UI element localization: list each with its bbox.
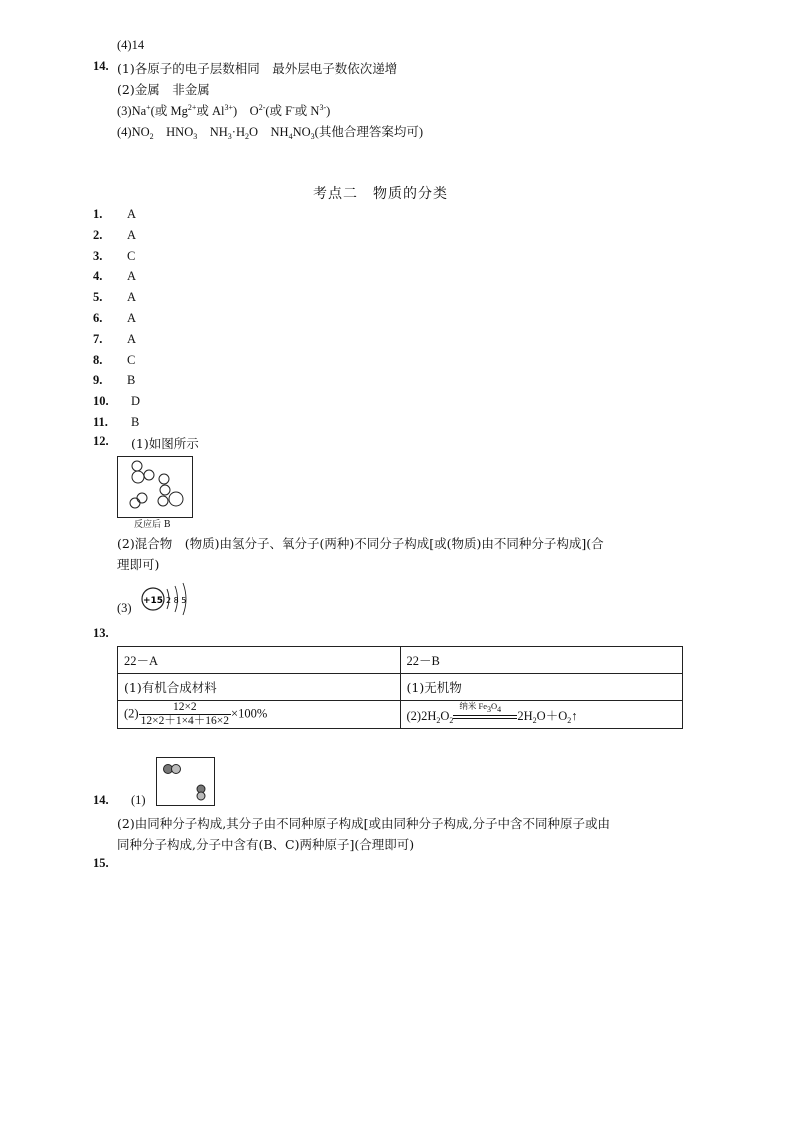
reaction-condition-arrow — [453, 700, 517, 723]
h-atom — [144, 470, 154, 480]
answer-choice: A — [127, 311, 137, 325]
answer-number: 9. — [93, 373, 103, 388]
o-atom — [132, 471, 144, 483]
q14-part4: $(4)NO_2$ $HNO_3$ $NH_3\cdot H_2O$ $NH_4NO_3$(其他合理答案均可) — [117, 125, 423, 141]
q12-part2-line1: (2)混合物 (物质)由氢分子、氧分子(两种)不同分子构成[或(物质)由不同种分子构成](合 — [117, 536, 604, 551]
q13-number: 13. — [93, 626, 109, 640]
answer-number: 1. — [93, 207, 103, 221]
mass-fraction: $\frac{12\times 2}{12\times 2+1\times 4+16\times 2}$ — [140, 701, 230, 727]
q14b-part2-line1: (2)由同种分子构成,其分子由不同种原子构成[或由同种分子构成,分子中含不同种原子或由 — [117, 816, 611, 831]
answer-number: 3. — [93, 248, 103, 263]
atom-structure-drawing — [138, 580, 194, 618]
q14b-part1: (1) — [131, 793, 146, 807]
list-item — [93, 206, 136, 222]
answer-choice: B — [127, 373, 136, 388]
list-item — [93, 352, 135, 368]
answer-choice: B — [131, 415, 140, 429]
nucleus-charge: +15 — [142, 596, 164, 606]
list-item — [93, 268, 136, 284]
answer-choice: A — [127, 227, 137, 242]
list-item — [93, 248, 135, 264]
q14b-number: 14. — [93, 793, 109, 807]
answer-number: 5. — [93, 290, 103, 305]
answer-choice: A — [127, 331, 137, 346]
q14-part1: (1)各原子的电子层数相同 最外层电子数依次递增 — [117, 61, 398, 76]
q14-part3: (3)Na+(或 $Mg^{2+}$或 $Al^{3+}$) $O^{2-}$(或 F-或 $N^{3-}$) — [117, 103, 331, 118]
answer-choice: A — [127, 207, 137, 221]
table-row — [118, 647, 683, 674]
answer-number: 8. — [93, 352, 103, 367]
cell-b1: (1)无机物 — [400, 674, 683, 701]
answer-number: 10. — [93, 394, 109, 409]
answer-choice: A — [127, 269, 137, 284]
catalyst-label: 纳米 $Fe_3O_4$ — [459, 700, 502, 714]
table-header-a: 22－A — [118, 647, 401, 674]
answer-choice: D — [131, 394, 141, 409]
q14-molecule-diagram — [156, 757, 215, 806]
q15-number: 15. — [93, 856, 109, 870]
section-title: 考点二 物质的分类 — [313, 186, 448, 202]
h-atom — [137, 493, 147, 503]
q13-answer-table — [117, 646, 683, 729]
answer-number: 2. — [93, 227, 103, 242]
q12-number: 12. — [93, 434, 109, 448]
h-atom — [158, 496, 168, 506]
q14b-part2-line2: 同种分子构成,分子中含有(B、C)两种原子](合理即可) — [117, 837, 415, 852]
cell-b2: $(2)2H_2O_2$ 纳米 $Fe_3O_4$ $2H_2O+O_2↑$ — [400, 701, 683, 729]
table-row — [118, 674, 683, 701]
list-item — [93, 227, 136, 243]
list-item — [93, 289, 136, 305]
list-item — [93, 393, 140, 409]
molecule-drawing — [118, 457, 192, 517]
table-row — [118, 701, 683, 729]
q14-number: 14. — [93, 59, 109, 73]
o-atom — [169, 492, 183, 506]
q12-diagram-caption: 反应后 B — [134, 520, 171, 530]
molecule-drawing — [157, 758, 214, 805]
answer-number: 11. — [93, 415, 108, 429]
q12-part2-line2: 理即可) — [117, 557, 160, 572]
answer-number: 6. — [93, 311, 103, 325]
list-item — [93, 414, 139, 430]
q12-part1: (1)如图所示 — [131, 436, 199, 451]
answer-choice: C — [127, 352, 136, 367]
list-item — [93, 372, 135, 388]
answer-choice: C — [127, 248, 136, 263]
phosphorus-atom-diagram — [138, 580, 194, 618]
table-header-b: 22－B — [400, 647, 683, 674]
list-item — [93, 331, 136, 347]
cell-a2: (2) $\frac{12\times 2}{12\times 2+1\times 4+16\times 2}$ ×100% — [118, 701, 401, 729]
h-atom — [130, 498, 140, 508]
q13-part4: (4)14 — [117, 38, 145, 52]
h-atom — [159, 474, 169, 484]
cell-a1: (1)有机合成材料 — [118, 674, 401, 701]
electron-counts: 2 8 5 — [166, 596, 187, 605]
answer-number: 7. — [93, 331, 103, 346]
answer-choice: A — [127, 290, 137, 305]
list-item — [93, 310, 136, 326]
q14-part2: (2)金属 非金属 — [117, 82, 210, 97]
h-atom — [132, 461, 142, 471]
h-atom — [160, 485, 170, 495]
atom-c — [197, 792, 205, 800]
atom-c — [172, 765, 181, 774]
q12-molecule-diagram — [117, 456, 193, 518]
q12-part3-label: (3) — [117, 601, 132, 615]
answer-number: 4. — [93, 269, 103, 284]
